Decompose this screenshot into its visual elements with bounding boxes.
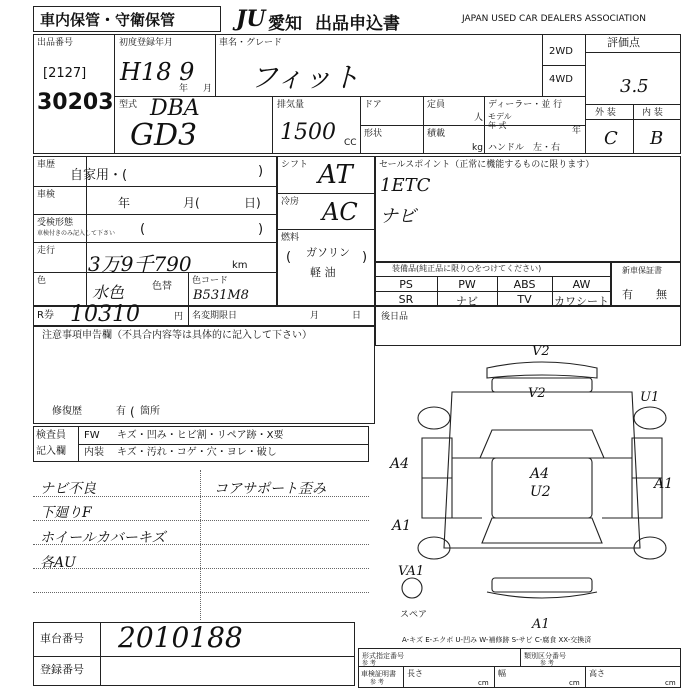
equipment-label: 装備品(純正品に限り○をつけてください) (392, 264, 542, 273)
mileage-unit: km (232, 260, 248, 271)
equipment-item: TV (517, 293, 532, 306)
receive-open: ( (140, 222, 146, 237)
inspector-int-items: キズ・汚れ・コゲ・穴・ヨレ・破し (117, 447, 277, 458)
inspector-fw-items: キズ・凹み・ヒビ割・リペア跡・X要 (117, 430, 284, 441)
int-label: 内 装 (642, 108, 663, 118)
model-year-label: モデル 年 式 (488, 112, 512, 130)
height-unit: cm (665, 679, 676, 687)
length-label: 長さ (407, 669, 423, 678)
chassis-value: 2010188 (118, 621, 243, 654)
equipment-item: AW (572, 278, 591, 291)
inspector-int-label: 内装 (84, 447, 104, 458)
mark-center-1: A4 (530, 466, 550, 482)
color-code-label: 色コード (192, 276, 229, 286)
fuel-open: ( (286, 250, 292, 265)
remark-4: 各AU (40, 555, 76, 571)
type-spec-label: 形式指定番号 (362, 652, 404, 660)
year-unit: 年 (179, 84, 189, 94)
guarantee-yes: 有 (622, 288, 633, 301)
load-unit: kg (472, 143, 483, 153)
displacement-label: 排気量 (277, 100, 305, 110)
repair-open-paren: ( (130, 405, 135, 419)
shape-label: 形状 (364, 129, 383, 139)
displacement-value: 1500 (280, 120, 336, 145)
mark-left-rear: VA1 (398, 564, 425, 579)
mark-left-low: A1 (392, 518, 412, 534)
equipment-item: カワシート (554, 295, 609, 308)
class-spec-ref: 参 考 (540, 660, 554, 667)
selling-points-box (375, 156, 681, 262)
recycle-value: 10310 (70, 302, 140, 327)
mark-right-front: U1 (640, 390, 660, 405)
mark-right: A1 (654, 476, 674, 492)
history-close: ) (258, 164, 264, 179)
receive-note: 車検付きのみ記入して下さい (37, 230, 116, 237)
color-change: 色替 (152, 281, 172, 292)
recycle-label: R券 (37, 310, 54, 321)
remark-5: コアサポート歪み (214, 481, 326, 497)
mark-left: A4 (390, 456, 410, 472)
history-label: 車歴 (37, 160, 56, 170)
handle-label: ハンドル 左・右 (488, 143, 561, 153)
inspection-year: 年 (118, 196, 131, 210)
selling-points-label: セールスポイント（正常に機能するものに限ります） (379, 160, 595, 170)
fuel-close: ) (362, 250, 368, 265)
lot-small-number: [2127] (43, 66, 87, 81)
equipment-item: ナビ (456, 295, 478, 308)
mileage-value: 3万9千790 (88, 252, 192, 276)
color-code-value: B531M8 (193, 288, 249, 303)
name-change-month: 月 (310, 311, 320, 321)
inspection-day: 日) (244, 196, 261, 210)
color-label: 色 (37, 276, 47, 286)
reg-cert-ref: 参 考 (370, 679, 384, 686)
spare-label: スペア (400, 610, 428, 620)
registration-number-label: 登録番号 (40, 663, 84, 676)
org-name: 愛知 (268, 14, 302, 34)
type-value-1: DBA (150, 96, 200, 121)
load-label: 積載 (427, 129, 446, 139)
name-change-label: 名変期限日 (192, 311, 238, 321)
inspector-label-1: 検査員 (36, 430, 66, 441)
month-unit: 月 (203, 84, 213, 94)
lot-label: 出品番号 (37, 38, 74, 48)
shift-label: シフト (281, 160, 309, 170)
remark-2: 下廻りF (40, 505, 92, 521)
ext-label: 外 装 (595, 108, 616, 118)
repair-place: 箇所 (140, 406, 160, 417)
width-label: 幅 (498, 669, 506, 678)
type-value-2: GD3 (130, 118, 198, 153)
drive-4wd: 4WD (549, 74, 573, 85)
registration-label: 初度登録年月 (119, 38, 174, 48)
model-year-unit: 年 (572, 126, 582, 136)
damage-legend: A-キズ E-エクボ U-凹み W-補修跡 S-サビ C-腐食 XX-交換済 (402, 636, 592, 644)
later-items-box (375, 306, 681, 346)
equipment-item: PW (458, 278, 476, 291)
type-label: 型式 (119, 100, 138, 110)
chassis-label: 車台番号 (40, 632, 84, 645)
assoc-name: JAPAN USED CAR DEALERS ASSOCIATION (462, 14, 646, 24)
rating-score: 3.5 (620, 76, 649, 97)
new-guarantee-label: 新車保証書 (622, 266, 662, 275)
history-value: 自家用・( (70, 168, 128, 183)
int-value: B (650, 128, 664, 149)
inspection-month: 月( (183, 196, 200, 210)
remark-3: ホイールカバーキズ (40, 530, 166, 546)
doc-title: 出品申込書 (315, 14, 400, 34)
model-label: 車名・グレード (219, 38, 283, 48)
displacement-unit: CC (344, 138, 357, 148)
ac-label: 冷房 (281, 197, 300, 207)
storage-stamp: 車内保管・守衛保管 (40, 11, 176, 29)
reg-cert-label: 車検証明書 (361, 670, 396, 678)
height-label: 高さ (589, 669, 605, 678)
guarantee-no: 無 (656, 288, 667, 301)
registration-value: H18 9 (120, 58, 195, 86)
shift-value: AT (318, 160, 353, 190)
class-spec-label: 類別区分番号 (524, 652, 566, 660)
notes-label: 注意事項申告欄（不具合内容等は具体的に記入して下さい） (42, 330, 312, 341)
repair-has: 有 (116, 406, 126, 417)
fuel-label: 燃料 (281, 233, 300, 243)
equipment-item: SR (398, 293, 414, 306)
width-unit: cm (569, 679, 580, 687)
selling-point-1: 1ETC (380, 175, 431, 196)
selling-point-2: ナビ (380, 206, 416, 227)
mark-front-inner: V2 (528, 386, 546, 401)
capacity-unit: 人 (474, 113, 484, 123)
capacity-label: 定員 (427, 100, 446, 110)
doors-label: ドア (364, 100, 382, 110)
fuel-diesel: 軽 油 (310, 266, 336, 279)
length-unit: cm (478, 679, 489, 687)
ext-value: C (604, 128, 618, 149)
mileage-label: 走行 (37, 246, 56, 256)
later-items-label: 後日品 (381, 312, 409, 322)
mark-bottom: A1 (532, 617, 550, 632)
inspector-fw-label: FW (84, 430, 100, 441)
equipment-item: ABS (513, 278, 536, 291)
ju-logo: JU (236, 6, 266, 32)
color-value: 水色 (92, 283, 125, 302)
type-spec-ref: 参 考 (362, 660, 376, 667)
receive-label: 受検形態 (37, 218, 74, 228)
drive-2wd: 2WD (549, 46, 573, 57)
inspector-label-2: 記入欄 (36, 446, 66, 457)
lot-number: 30203 (37, 90, 114, 115)
fuel-gasoline: ガソリン (306, 246, 350, 259)
dealer-label: ディーラー・並 行 (488, 100, 563, 110)
model-value: フィット (250, 61, 360, 94)
remark-1: ナビ不良 (40, 481, 96, 497)
recycle-unit: 円 (174, 312, 184, 322)
rating-label: 評価点 (607, 36, 640, 49)
mark-center-2: U2 (530, 484, 551, 500)
inspection-label: 車検 (37, 190, 56, 200)
mark-front-top: V2 (532, 344, 550, 359)
name-change-day: 日 (352, 311, 362, 321)
equipment-item: PS (399, 278, 413, 291)
ac-value: AC (322, 198, 358, 226)
receive-close: ) (258, 222, 264, 237)
repair-label: 修復歴 (52, 406, 82, 417)
